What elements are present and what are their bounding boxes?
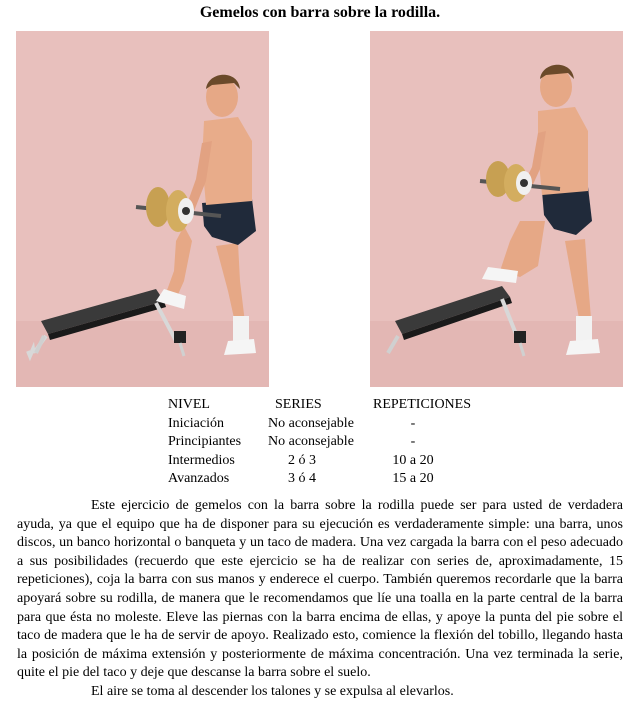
paragraph: El aire se toma al descender los talones y se expulsa al elevarlos. [91,683,454,699]
cell-nivel: Intermedios [168,452,235,468]
header-nivel: NIVEL [168,397,210,412]
exercise-description [17,497,623,702]
cell-nivel: Principiantes [168,434,242,449]
cell-repeticiones: 15 a 20 [392,471,434,486]
cell-series: No aconsejable [268,415,354,431]
header-series: SERIES [275,397,322,412]
cell-series: 2 ó 3 [288,452,316,468]
cell-repeticiones: - [410,415,416,431]
calf-raise-start-photo-icon [16,31,269,387]
cell-repeticiones: - [410,434,416,449]
calf-raise-end-photo-icon [370,31,623,387]
cell-series: No aconsejable [268,434,354,449]
cell-nivel: Iniciación [168,415,224,431]
page-title: Gemelos con barra sobre la rodilla. [199,4,441,21]
paragraph: Este ejercicio de gemelos con la barra sobre la rodilla puede ser para usted de verdadera ayuda, ya que el equipo que ha de disponer para su ejecución es verdaderamente simple: una barra, unos discos, un banco horizontal o banqueta y un taco de madera. Una vez cargada la barra con el peso adecuado a sus posibilidades (recuerdo que este ejercicio se ha de realizar con series de, aproximadamente, 15 repeticiones), coja la barra con sus manos y enderece el cuerpo. También queremos recordarle que la barra apoyará sobre su rodilla, de manera que le recomendamos que líe una toalla en la parte central de la barra para que ésta no moleste. Eleve las piernas con la barra encima de ellas, y apoye la punta del pie sobre el taco de madera que le ha de servir de apoyo. Realizado esto, comience la flexión del tobillo, llegando hasta la posición de máxima extensión y posteriormente de máxima concentración. Una vez terminada la serie, quite el pie del taco y deje que descanse la barra sobre el suelo. [17,498,623,681]
cell-repeticiones: 10 a 20 [392,452,434,468]
cell-nivel: Avanzados [168,471,230,486]
cell-series: 3 ó 4 [288,471,316,486]
header-repeticiones: REPETICIONES [373,397,471,412]
